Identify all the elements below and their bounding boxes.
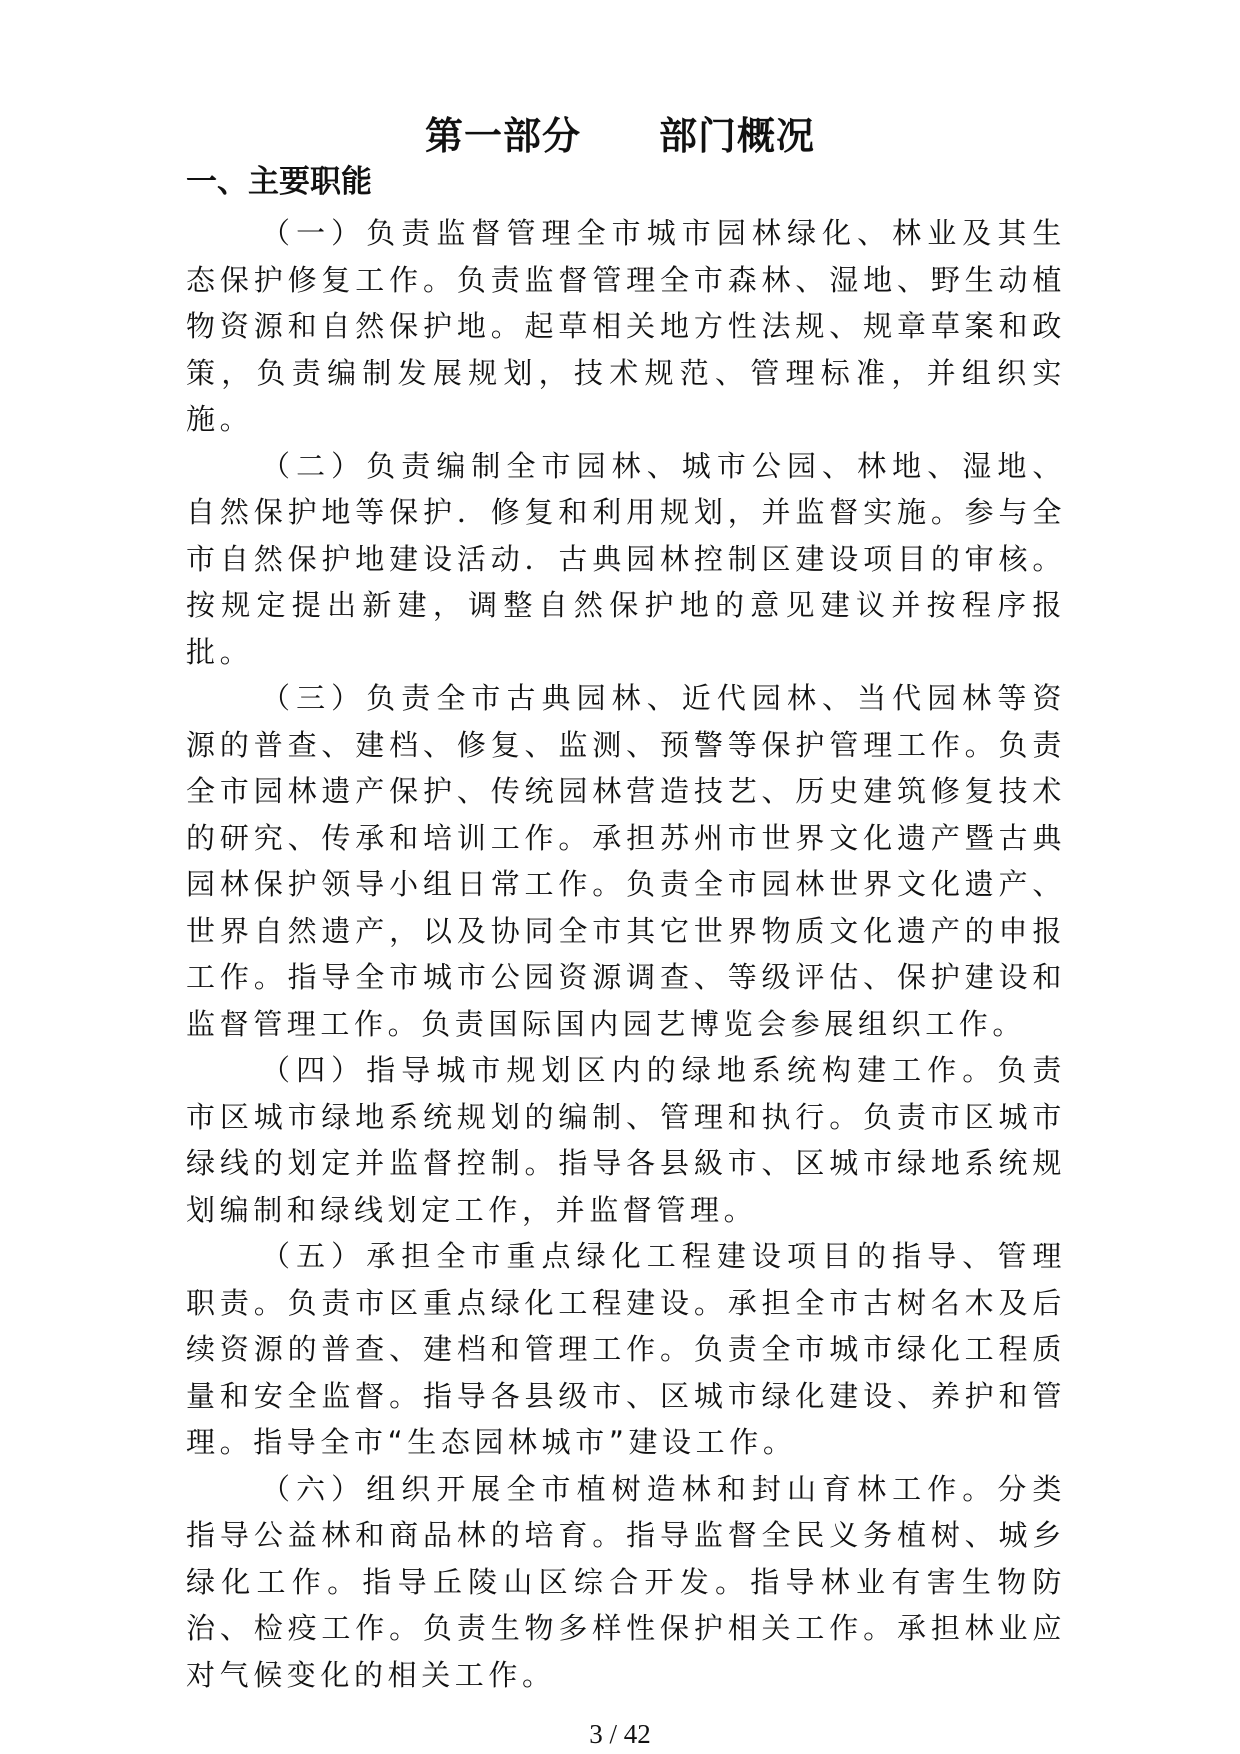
part-title: 第一部分 部门概况	[424, 113, 815, 158]
page-number: 3 / 42	[589, 1719, 651, 1749]
paragraph-1: （一）负责监督管理全市城市园林绿化、林业及其生态保护修复工作。负责监督管理全市森林、湿地、野生动植物资源和自然保护地。起草相关地方性法规、规章草案和政策，负责编制发展规划，技术规范、管理标准，并组织实施。	[186, 216, 1066, 436]
paragraph-2: （二）负责编制全市园林、城市公园、林地、湿地、自然保护地等保护．修复和利用规划，并监督实施。参与全市自然保护地建设活动．古典园林控制区建设项目的审核。按规定提出新建，调整自然保护地的意见建议并按程序报批。	[186, 448, 1066, 669]
paragraph-3: （三）负责全市古典园林、近代园林、当代园林等资源的普查、建档、修复、监测、预警等保护管理工作。负责全市园林遗产保护、传统园林营造技艺、历史建筑修复技术的研究、传承和培训工作。承担苏州市世界文化遗产暨古典园林保护领导小组日常工作。负责全市园林世界文化遗产、世界自然遗产，以及协同全市其它世界物质文化遗产的申报工作。指导全市城市公园资源调查、等级评估、保护建设和监督管理工作。负责国际国内园艺博览会参展组织工作。	[186, 681, 1066, 1041]
paragraph-6: （六）组织开展全市植树造林和封山育林工作。分类指导公益林和商品林的培育。指导监督全民义务植树、城乡绿化工作。指导丘陵山区综合开发。指导林业有害生物防治、检疫工作。负责生物多样性保护相关工作。承担林业应对气候变化的相关工作。	[186, 1471, 1066, 1692]
paragraph-5: （五）承担全市重点绿化工程建设项目的指导、管理职责。负责市区重点绿化工程建设。承担全市古树名木及后续资源的普查、建档和管理工作。负责全市城市绿化工程质量和安全监督。指导各县级市、区城市绿化建设、养护和管理。指导全市“生态园林城市”建设工作。	[186, 1239, 1066, 1459]
body-text	[186, 210, 1066, 1698]
paragraph-4: （四）指导城市规划区内的绿地系统构建工作。负责市区城市绿地系统规划的编制、管理和执行。负责市区城市绿线的划定并监督控制。指导各县級市、区城市绿地系统规划编制和绿线划定工作，并监督管理。	[186, 1053, 1066, 1227]
section-heading: 一、主要职能	[186, 164, 372, 200]
